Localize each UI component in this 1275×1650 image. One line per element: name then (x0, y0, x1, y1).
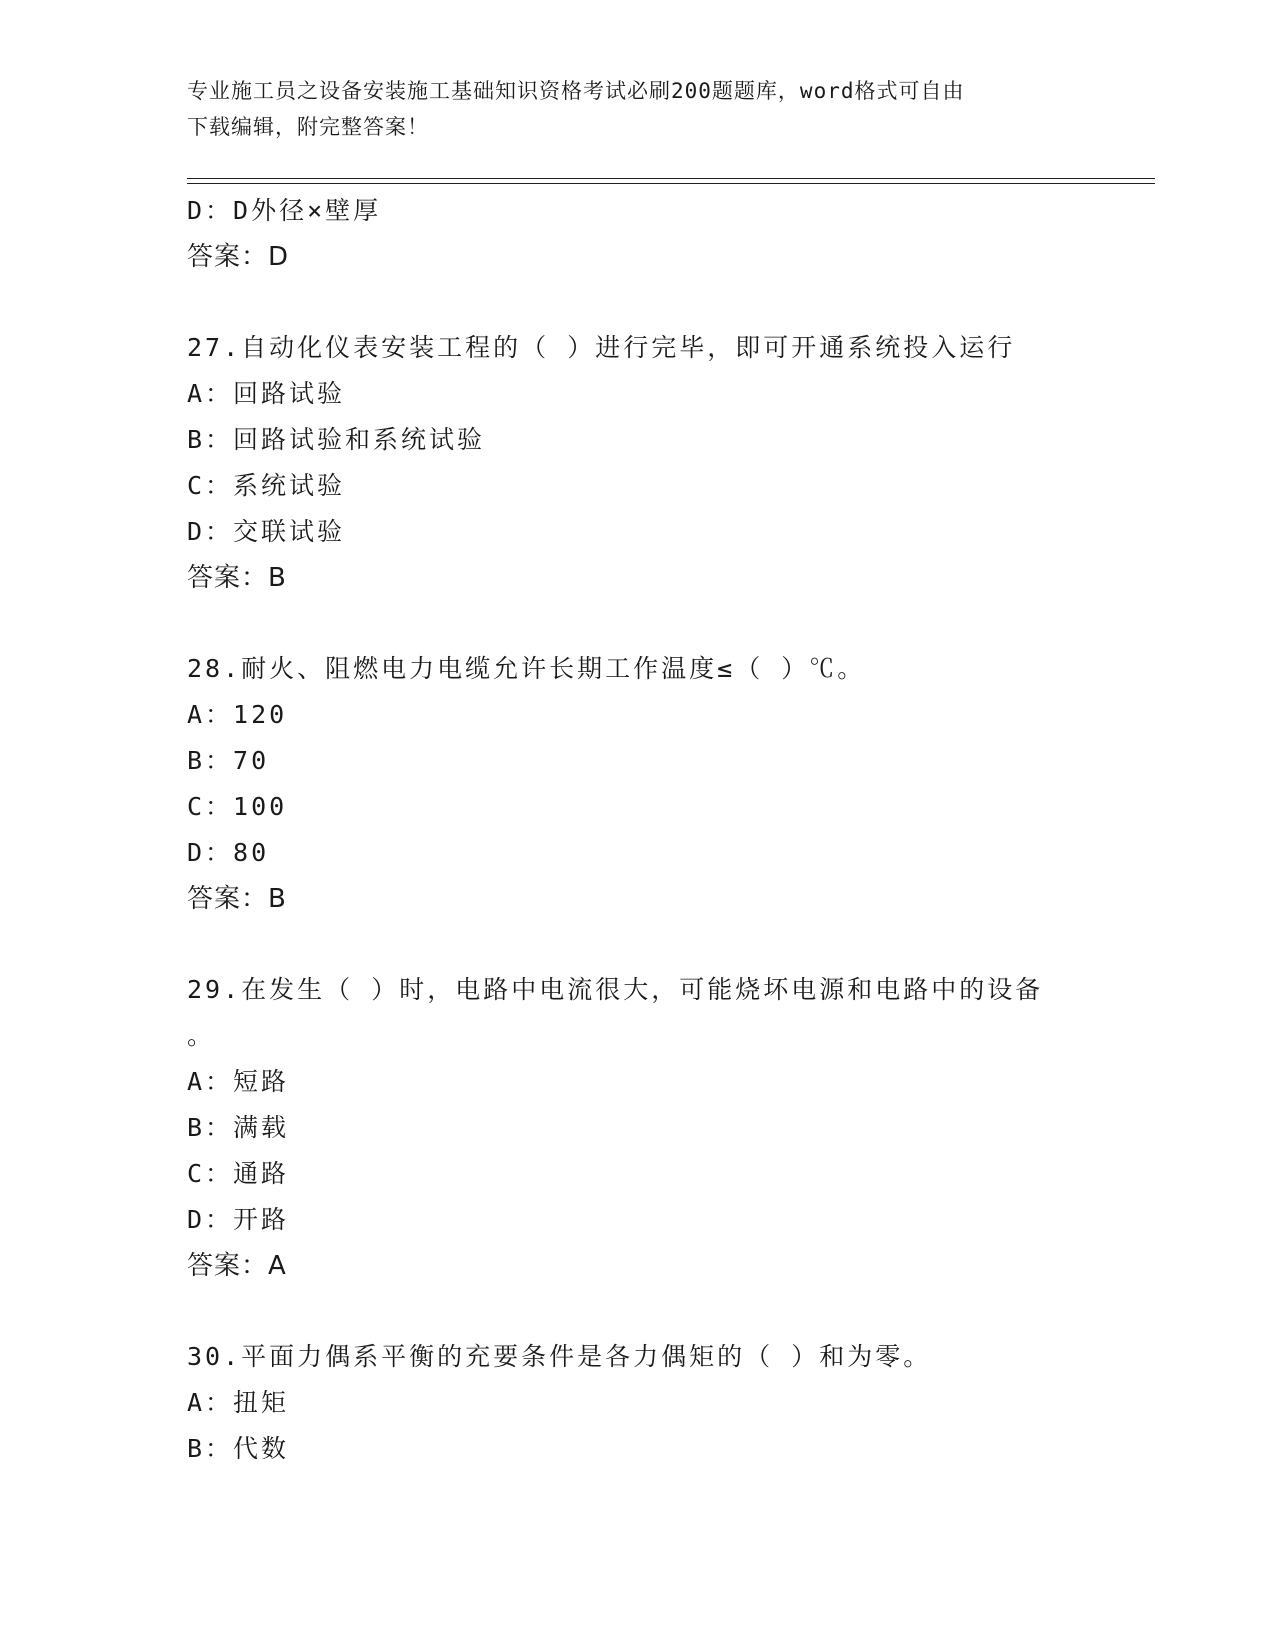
question-28 (187, 646, 1117, 922)
question-stem: 30.平面力偶系平衡的充要条件是各力偶矩的（ ）和为零。 (187, 1342, 932, 1371)
option-b: B：70 (187, 746, 270, 775)
option-b: B：回路试验和系统试验 (187, 425, 486, 454)
option-d: D：80 (187, 838, 270, 867)
header-line-1: 专业施工员之设备安装施工基础知识资格考试必刷200题题库，word格式可自由 (187, 79, 965, 103)
option-a: A：120 (187, 700, 288, 729)
question-stem-continuation: 。 (187, 1021, 216, 1050)
previous-question-tail (187, 188, 1117, 280)
option-c: C：系统试验 (187, 471, 346, 500)
answer-line: 答案：B (187, 563, 287, 593)
question-stem: 28.耐火、阻燃电力电缆允许长期工作温度≤（ ）℃。 (187, 654, 866, 683)
option-b: B：满载 (187, 1113, 290, 1142)
answer-line: 答案：A (187, 1251, 287, 1281)
question-stem: 27.自动化仪表安装工程的（ ）进行完毕，即可开通系统投入运行 (187, 333, 1016, 362)
option-c: C：通路 (187, 1159, 290, 1188)
option-a: A：扭矩 (187, 1388, 290, 1417)
option-b: B：代数 (187, 1434, 290, 1463)
header-line-2: 下载编辑，附完整答案！ (187, 115, 429, 139)
answer-line: 答案：D (187, 242, 290, 272)
option-d: D：D外径×壁厚 (187, 196, 382, 225)
question-list (187, 188, 1117, 1472)
header-divider-top (187, 178, 1155, 179)
option-a: A：短路 (187, 1067, 290, 1096)
question-30 (187, 1334, 1117, 1472)
option-d: D：交联试验 (187, 517, 346, 546)
header-divider-bottom (187, 183, 1155, 184)
question-27 (187, 325, 1117, 601)
question-29 (187, 967, 1117, 1289)
option-a: A：回路试验 (187, 379, 346, 408)
answer-line: 答案：B (187, 884, 287, 914)
question-stem: 29.在发生（ ）时，电路中电流很大，可能烧坏电源和电路中的设备 (187, 975, 1044, 1004)
option-c: C：100 (187, 792, 288, 821)
option-d: D：开路 (187, 1205, 290, 1234)
document-header (187, 73, 1067, 145)
